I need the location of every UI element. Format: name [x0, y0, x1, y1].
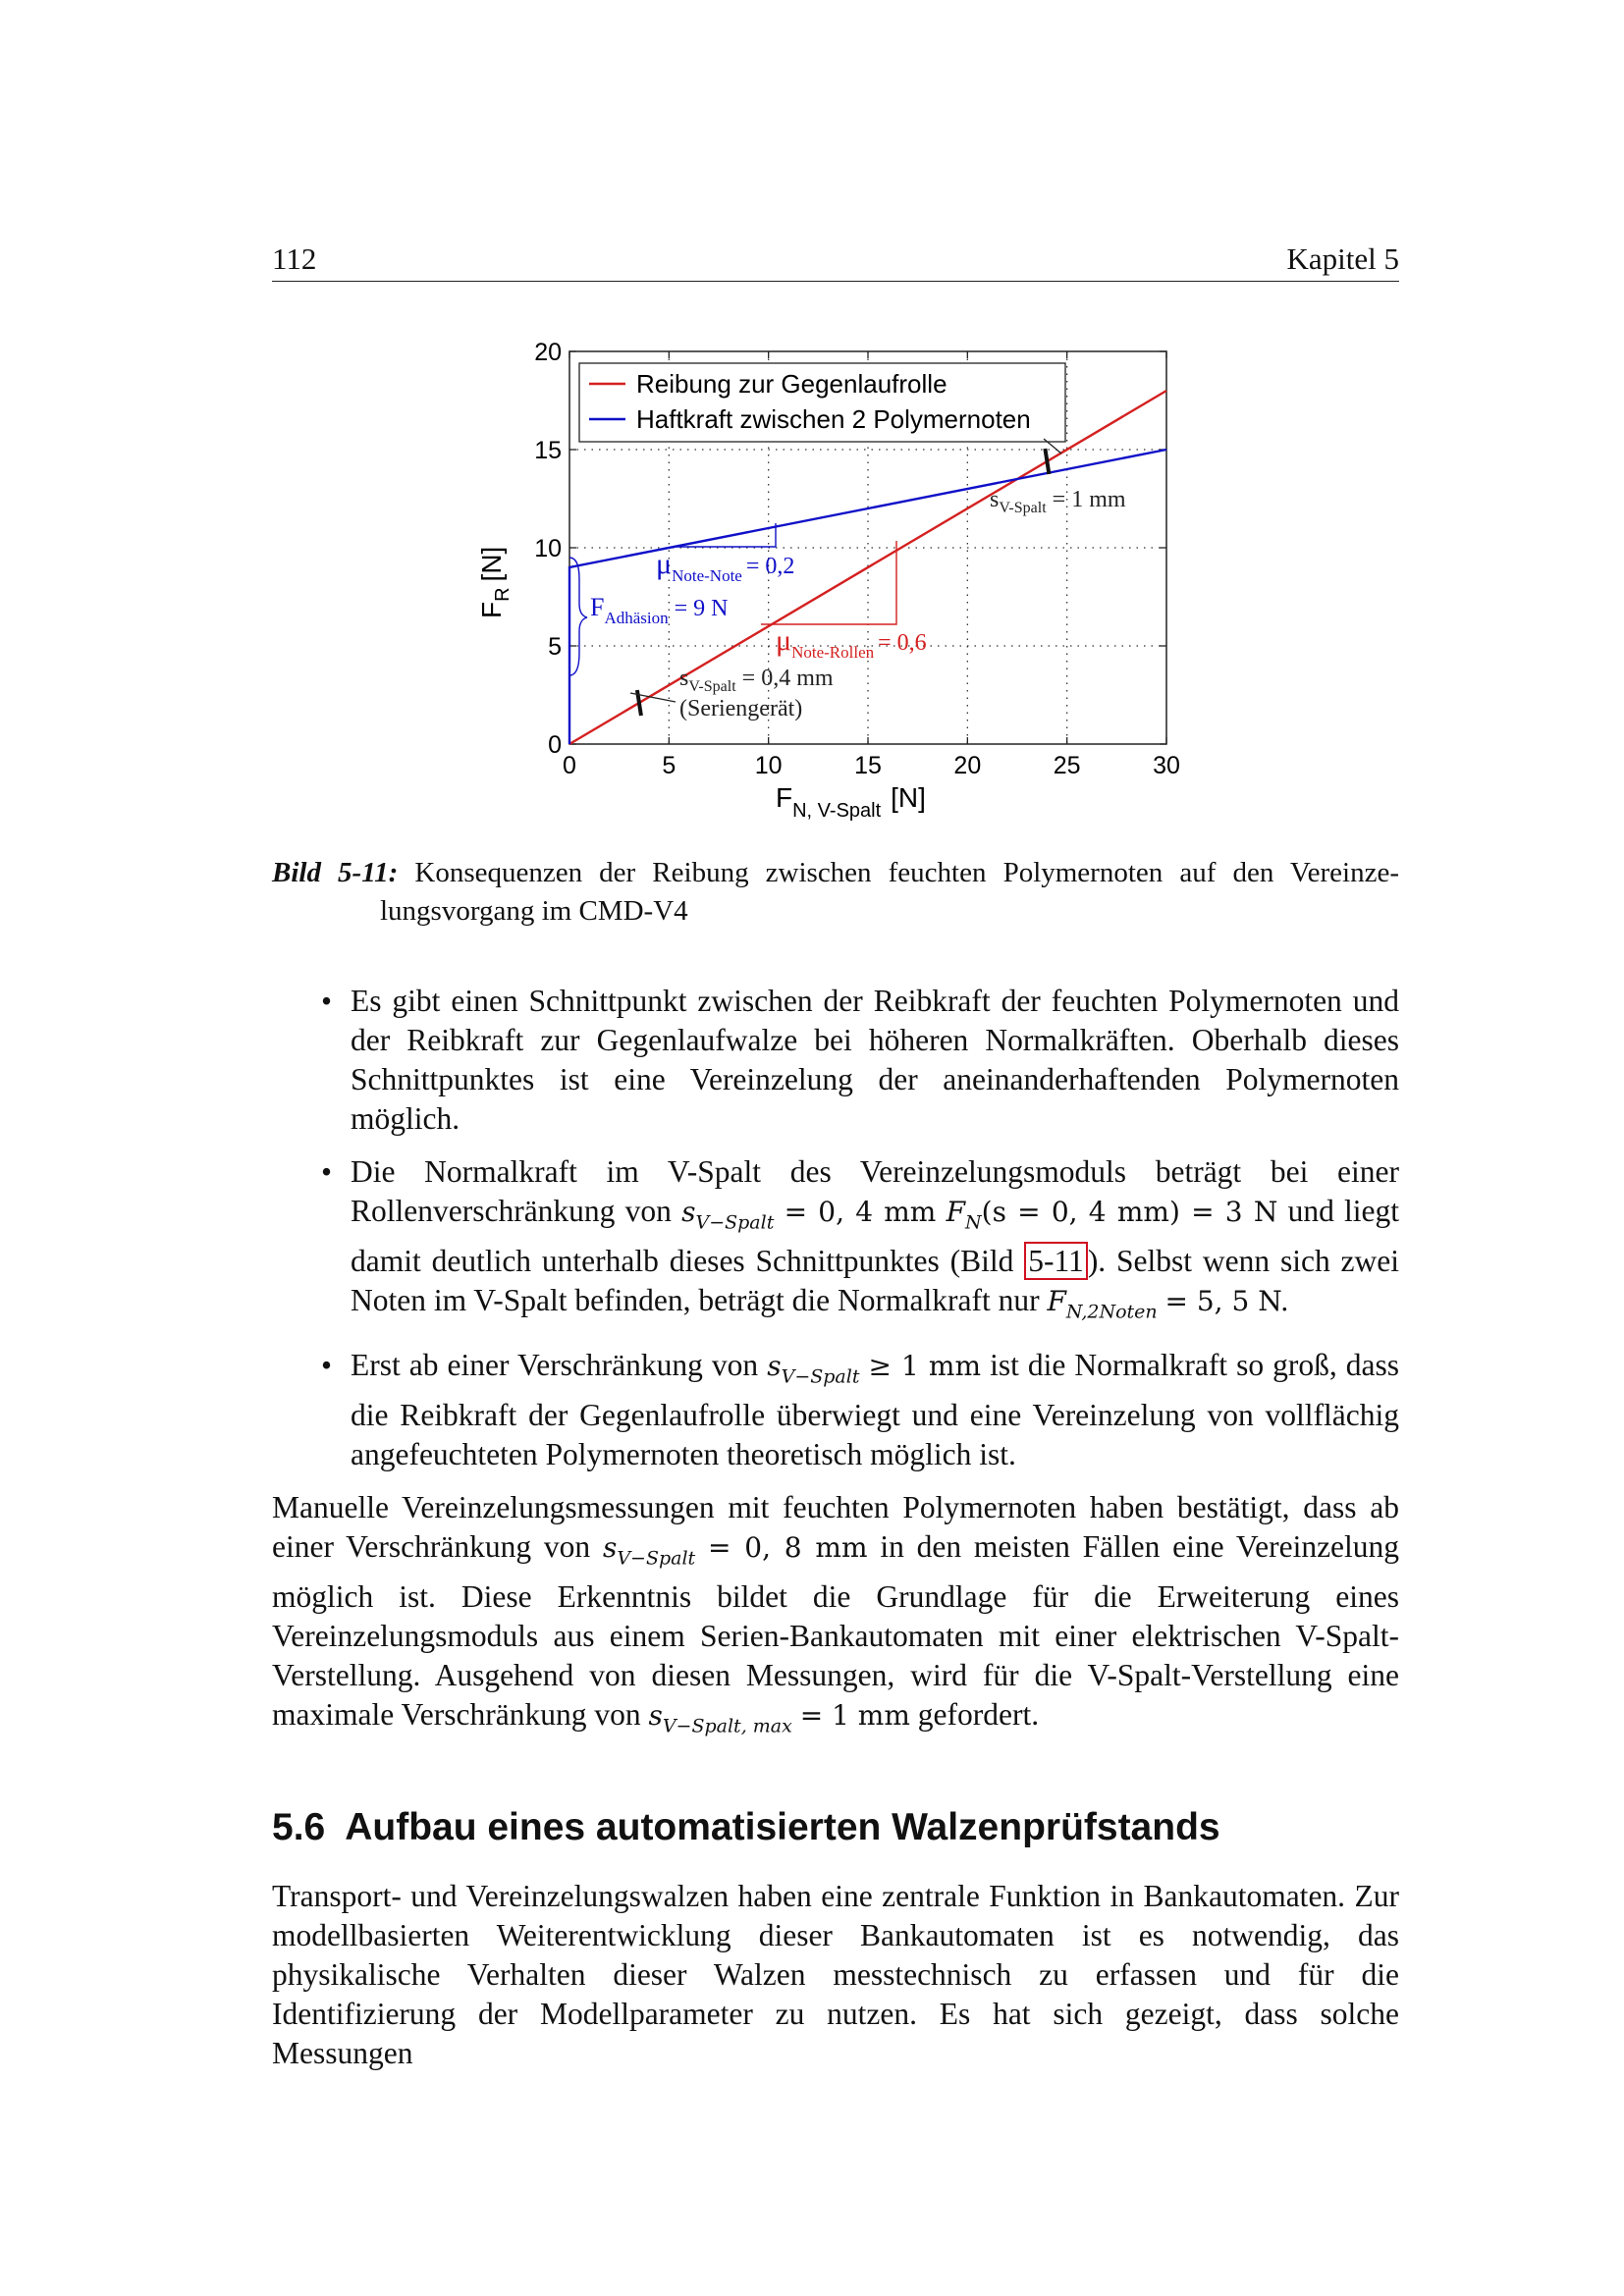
legend-label-friction: Reibung zur Gegenlaufrolle	[636, 369, 947, 399]
friction-chart	[461, 334, 1208, 844]
svg-text:FR[N]: $F_R[N]$	[476, 546, 514, 618]
x-tick-label: 5	[662, 752, 677, 779]
mu-note-note-label: μNote-Note = 0,2	[656, 548, 795, 585]
y-tick-label: 5	[548, 633, 562, 661]
x-tick-label: 20	[953, 752, 982, 779]
operating-point-marker	[1045, 449, 1049, 474]
bullet-item: • Erst ab einer Verschränkung von $s_{V-Spalt} \ge 1$ mm ist die Normalkraft so groß, dass die Reibkraft der Gegenlaufrolle überwiegt und eine Vereinzelung von vollflächig angefeuchteten Polymernoten theoretisch möglich ist.	[321, 1347, 1400, 1471]
f-adhaesion-label: FAdhäsion = 9 N	[590, 593, 729, 627]
x-tick-label: 30	[1153, 752, 1180, 779]
x-tick-label: 0	[563, 752, 576, 779]
seriengeraet-label: (Seriengerät)	[679, 696, 803, 721]
section-heading: 5.6 Aufbau eines automatisierten Walzenprüfstands	[272, 1806, 1220, 1849]
caption-text-line2: lungsvorgang im CMD-V4	[380, 895, 688, 927]
y-axis-label	[476, 547, 514, 618]
legend-box	[579, 363, 1065, 442]
caption-text-line1: Konsequenzen der Reibung zwischen feuchten Polymernoten auf den Vereinze-	[414, 857, 1399, 888]
y-tick-label: 10	[534, 535, 562, 562]
bullet-item: • Es gibt einen Schnittpunkt zwischen der Reibkraft der feuchten Polymernoten und der Reibkraft zur Gegenlaufwalze bei höheren Normalkräften. Oberhalb dieses Schnittpunktes ist eine Vereinzelung der aneinanderhaftenden Polymernoten möglich.	[321, 984, 1399, 1136]
x-axis-label: $F_{N, V-Spalt}$ [N]	[776, 782, 926, 822]
x-tick-label: 25	[1053, 752, 1081, 779]
s-vspalt-04mm-label: sV-Spalt = 0,4 mm	[679, 666, 834, 695]
paragraph: Transport- und Vereinzelungswalzen haben eine zentrale Funktion in Bankautomaten. Zur modellbasierten Weiterentwicklung dieser Bankautomaten ist es notwendig, das physikalische Verhalten dieser Walzen messtechnisch zu erfassen und für die Identifizierung der Modellparameter zu nutzen. Es hat sich gezeigt, dass solche Messungen	[272, 1879, 1399, 2071]
x-tick-label: 15	[854, 752, 882, 779]
y-tick-label: 0	[548, 731, 562, 759]
y-tick-label: 20	[534, 339, 562, 366]
figure-caption: Bild 5-11: Konsequenzen der Reibung zwischen feuchten Polymernoten auf den Vereinze- lungsvorgang im CMD-V4	[272, 854, 1399, 931]
caption-label: Bild 5-11	[272, 857, 389, 888]
x-tick-label: 10	[754, 752, 783, 779]
legend-label-adhesion: Haftkraft zwischen 2 Polymernoten	[636, 404, 1031, 434]
figure-reference-link[interactable]: 5-11	[1024, 1242, 1088, 1280]
mu-note-rollen-label: μNote-Rollen = 0,6	[776, 624, 927, 662]
bullet-list	[272, 982, 1399, 1474]
adhesion-brace	[569, 558, 587, 675]
chapter-title: Kapitel 5	[1286, 241, 1399, 276]
paragraph: Manuelle Vereinzelungsmessungen mit feuchten Polymernoten haben bestätigt, dass ab einer Verschränkung von $s_{V-Spalt} = 0$, 8 mm in den meisten Fällen eine Vereinzelung möglich ist. Diese Erkenntnis bildet die Grundlage für die Erweiterung eines Vereinzelungsmoduls aus einem Serien-Bankautomaten mit einer elektrischen V-Spalt-Verstellung. Ausgehend von diesen Messungen, wird für die V-Spalt-Verstellung eine maximale Verschränkung von $s_{V-Spalt, max} = 1$ mm gefordert.	[272, 1489, 1400, 1737]
s-vspalt-1mm-label: sV-Spalt = 1 mm	[990, 487, 1126, 516]
page-number: 112	[272, 241, 317, 276]
body-text	[272, 982, 1399, 2073]
page-header	[272, 241, 1399, 282]
bullet-item: • Die Normalkraft im V-Spalt des Vereinzelungsmoduls beträgt bei einer Rollenverschränkung von $s_{V-Spalt} = 0$, 4 mm $F_N(s = 0$, 4 mm) = 3 N und liegt damit deutlich unterhalb dieses Schnittpunktes (Bild 5-11 ). Selbst wenn sich zwei Noten im V-Spalt befinden, beträgt die Normalkraft nur $F_{N,2Noten} = 5$, 5 N.	[321, 1154, 1400, 1323]
y-tick-label: 15	[534, 437, 562, 464]
